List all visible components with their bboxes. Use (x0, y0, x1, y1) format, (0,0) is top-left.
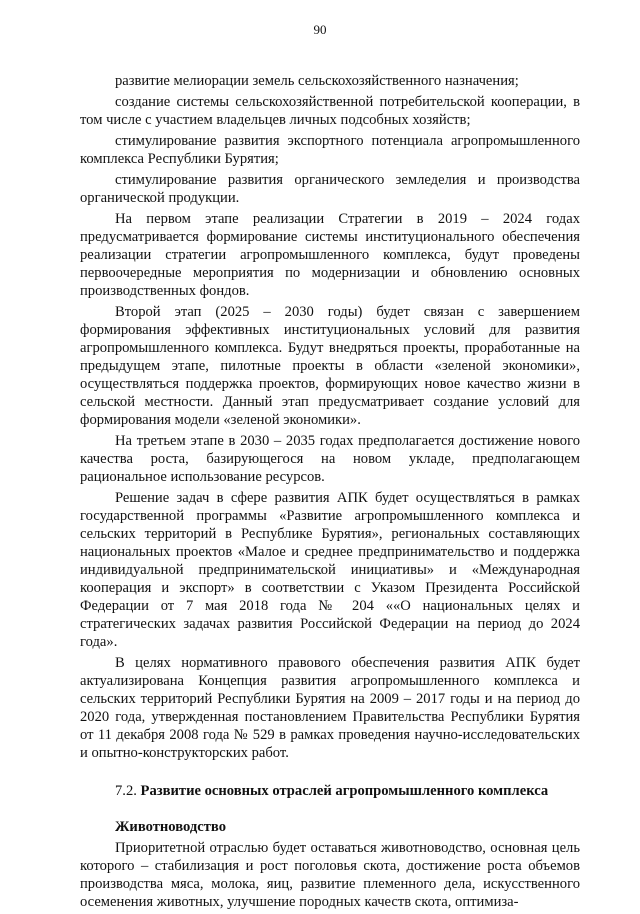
paragraph-reclamation: развитие мелиорации земель сельскохозяйственного назначения; (115, 73, 519, 89)
paragraph-livestock: Приоритетной отраслью будет оставаться животноводство, основная цель которого – стабилизация и рост поголовья скота, достижение роста объемов производства мяса, молока, яиц, развитие племенного дела, искусственного осеменения животных, улучшение породных качеств скота, оптимиза- (80, 840, 580, 910)
page-number: 90 (313, 22, 327, 37)
section-number: 7.2. (115, 783, 137, 799)
paragraph-stage-one: На первом этапе реализации Стратегии в 2019 – 2024 годах предусматривается формирование системы институционального обеспечения реализации стратегии агропромышленного комплекса, будут проведены первоочередные мероприятия по модернизации и обновлению основных производственных фондов. (80, 211, 580, 299)
page-content (80, 72, 580, 914)
paragraph-organic: стимулирование развития органического земледелия и производства органической продукции. (80, 172, 580, 206)
section-heading (80, 782, 580, 800)
paragraph-export: стимулирование развития экспортного потенциала агропромышленного комплекса Республики Бурятия; (80, 133, 580, 167)
subheading-livestock: Животноводство (115, 819, 226, 835)
paragraph-stage-two: Второй этап (2025 – 2030 годы) будет связан с завершением формирования эффективных институциональных условий для развития агропромышленного комплекса. Будут внедряться проекты, проработанные на предыдущем этапе, пилотные проекты в области «зеленой экономики», осуществляться поддержка проектов, формирующих новое качество жизни в сельской местности. Данный этап предусматривает создание условий для формирования модели «зеленой экономики». (80, 304, 580, 428)
paragraph-cooperation: создание системы сельскохозяйственной потребительской кооперации, в том числе с участием владельцев личных подсобных хозяйств; (80, 94, 580, 128)
paragraph-state-program: Решение задач в сфере развития АПК будет осуществляться в рамках государственной программы «Развитие агропромышленного комплекса и сельских территорий в Республике Бурятия», региональных составляющих национальных проектов «Малое и среднее предпринимательство и поддержка индивидуальной предпринимательской инициативы» и «Международная кооперация и экспорт» в соответствии с Указом Президента Российской Федерации от 7 мая 2018 года № 204 ««О национальных целях и стратегических задачах развития Российской Федерации на период до 2024 года». (80, 490, 580, 650)
section-title: Развитие основных отраслей агропромышленного комплекса (140, 783, 549, 799)
paragraph-stage-three: На третьем этапе в 2030 – 2035 годах предполагается достижение нового качества роста, базирующегося на новом укладе, предполагающем рациональное использование ресурсов. (80, 433, 580, 485)
paragraph-concept: В целях нормативного правового обеспечения развития АПК будет актуализирована Концепция развития агропромышленного комплекса и сельских территорий Республики Бурятия на 2009 – 2017 годы и на период до 2020 года, утвержденная постановлением Правительства Республики Бурятия от 11 декабря 2008 года № 529 в рамках проведения научно-исследовательских и опытно-конструкторских работ. (80, 655, 580, 761)
